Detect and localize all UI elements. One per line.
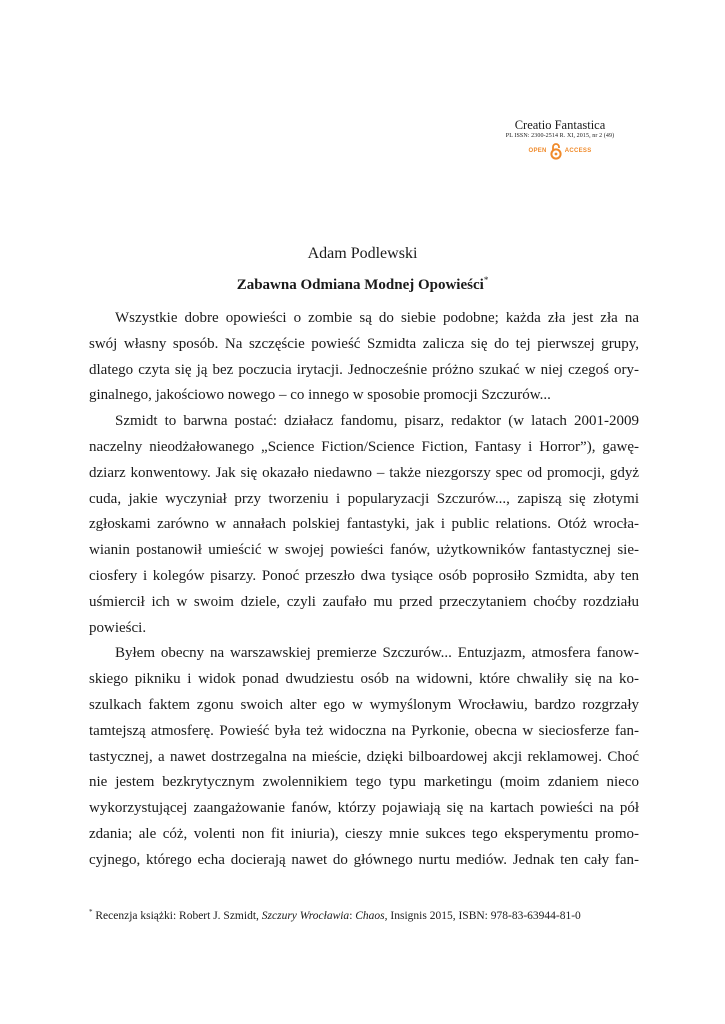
footnote-book-title: Szczury Wrocławia [261,909,350,922]
paragraph-line: tamtejszą atmosferę. Powieść była też widoczna na Pyrkonie, obecna w sieciosferze fan- [89,722,639,739]
paragraph-line: ciosfery i kolegów pisarzy. Ponoć przeszło dwa tysiące osób poprosiło Szmidta, aby ten [89,567,639,584]
footnote-marker: * [89,908,93,916]
article-author: Adam Podlewski [307,245,418,262]
paragraph-line: zgłoskami zarówno w annałach polskiej fantastyki, jak i public relations. Otóż wrocła- [89,516,639,533]
paragraph-line: naczelny nieodżałowanego „Science Fiction/Science Fiction, Fantasy i Horror”), gawę- [89,438,639,455]
open-access-badge [480,142,640,160]
paragraph-line: cuda, jakie wyczyniał przy tworzeniu i popularyzacji Szczurów..., zapiszą się złotymi [89,490,639,507]
paragraph-line: nie jestem bezkrytycznym zwolennikiem tego typu marketingu (moim zdaniem nieco [89,774,639,791]
paragraph [89,641,639,873]
journal-header [480,118,640,160]
title-footnote-marker: * [483,275,489,285]
paragraph-line: wykorzystującej zaangażowanie fanów, którzy pojawiają się na kartach powieści na pół [89,800,639,817]
journal-name: Creatio Fantastica [514,118,606,132]
paragraph [89,409,639,641]
paragraph [89,306,639,409]
paragraph-line: cyjnego, którego echa docierają nawet do głównego nurtu mediów. Jednak ten cały fan- [89,851,639,868]
article-title-text: Zabawna Odmiana Modnej Opowieści [236,277,484,293]
paragraph-line: powieści. [89,619,147,636]
paragraph-line: zdania; ale cóż, volenti non fit iniuria), cieszy mnie sukces tego eksperymentu promo- [89,825,639,842]
paragraph-line: wianin postanowił umieścić w swojej powieści fanów, użytkowników fantastycznej sie- [89,542,639,559]
open-access-open-label: OPEN [528,148,547,154]
paragraph-line: Wszystkie dobre opowieści o zombie są do siebie podobne; każda zła jest zła na [115,310,639,326]
paragraph-line: tastycznej, a nawet dostrzegalna na mieście, dzięki bilboardowej akcji reklamowej. Choć [89,748,639,765]
open-access-access-label: ACCESS [564,148,592,154]
journal-issn: PL ISSN: 2300-2514 R. XI, 2015, nr 2 (49) [505,133,615,139]
footnote-prefix: Recenzja książki: Robert J. Szmidt, [95,909,262,922]
paragraph-line: swój własny sposób. Na szczęście powieść Szmidta zalicza się do tej pierwszej grupy, [89,335,639,352]
paragraph-line: ginalnego, jakościowo nowego – co innego w sposobie promocji Szczurów... [89,387,551,404]
footnote [89,908,649,922]
paragraph-line: szulkach faktem zgonu swoich alter ego w wymyślonym Wrocławiu, bardzo rozgrzały [89,696,639,713]
paragraph-line: Byłem obecny na warszawskiej premierze Szczurów... Entuzjazm, atmosfera fanow- [115,645,639,662]
paragraph-line: uśmiercił ich w swoim dziele, czyli zaufało mu przed przeczytaniem choćby rozdziału [89,593,639,610]
footnote-subtitle: Chaos [355,909,385,922]
open-access-lock-icon [550,142,562,160]
paragraph-line: skiego pikniku i widok ponad dwudziestu osób na widowni, które chwaliły się na ko- [89,671,639,688]
paragraph-line: dlatego czyta się ją bez poczucia irytacji. Jednocześnie próżno szukać w niej czegoś ory- [89,361,639,378]
article-title [0,275,725,294]
article-body [89,306,639,874]
footnote-suffix: , Insignis 2015, ISBN: 978-83-63944-81-0 [384,909,581,922]
footnote-separator: : [349,909,356,922]
paragraph-line: dziarz konwentowy. Jak się okazało niedawno – także niezgorszy spec od promocji, gdyż [89,464,639,481]
paragraph-line: Szmidt to barwna postać: działacz fandomu, pisarz, redaktor (w latach 2001-2009 [115,413,639,430]
